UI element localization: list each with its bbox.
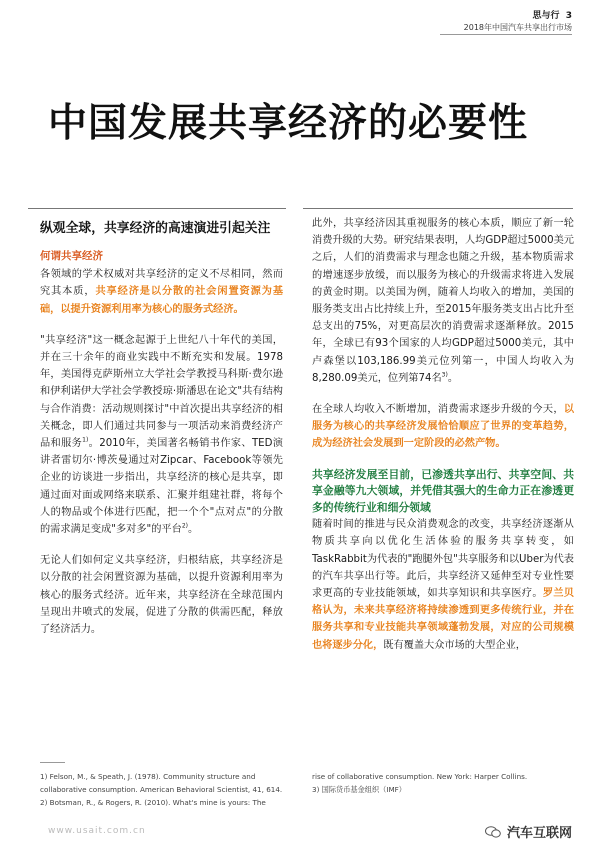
left-column-rule <box>28 208 286 209</box>
paragraph: 无论人们如何定义共享经济，归根结底，共享经济是以分散的社会闲置资源为基础，以提升资源利用率为核心的服务式经济。近年来，共享经济在全球范围内呈现出井喷式的发展，促进了分散的供需匹配，释放了经济活力。 <box>40 555 283 636</box>
highlight-text: 罗兰贝格认为，未来共享经济将持续渗透到更多传统行业，并在服务共享和专业技能共享领域蓬勃发展，对应的公司规模也将逐步分化， <box>312 587 574 651</box>
header-brand: 思与行 3 <box>532 11 572 21</box>
footnotes-left <box>40 770 290 809</box>
left-column <box>40 215 283 652</box>
footnotes-right <box>312 770 574 796</box>
header-subtitle: 2018年中国汽车共享出行市场 <box>463 23 572 32</box>
chat-bubbles-icon <box>485 826 501 838</box>
header-rule <box>440 34 572 35</box>
watermark-brand: 汽车互联网 <box>485 822 572 841</box>
highlight-text: 以服务为核心的共享经济发展恰恰顺应了世界的变革趋势，成为经济社会发展到一定阶段的必然产物。 <box>312 404 574 450</box>
highlight-text: 共享经济是以分散的社会闲置资源为基础，以提升资源利用率为核心的服务式经济。 <box>40 286 284 315</box>
green-heading: 共享经济发展至目前，已渗透共享出行、共享空间、共享金融等九大领域，并凭借其强大的生命力正在渗透更多的传统行业和细分领域 <box>312 467 574 514</box>
footnote-3: 3) 国际货币基金组织（IMF） <box>312 785 406 794</box>
footnote-1: 1) Felson, M., & Speath, J. (1978). Community structure and collaborative consumption. American Behavioral Scientist, 41, 614. <box>40 772 283 794</box>
page-number: 3 <box>565 11 572 21</box>
watermark-url: www.usait.com.cn <box>48 826 146 836</box>
footnote-rule <box>40 762 65 763</box>
footnote-2-continued: rise of collaborative consumption. New York: Harper Collins. <box>312 772 528 781</box>
page-title: 中国发展共享经济的必要性 <box>48 101 529 146</box>
paragraph: 在全球人均收入不断增加，消费需求逐步升级的今天，以服务为核心的共享经济发展恰恰顺应了世界的变革趋势，成为经济社会发展到一定阶段的必然产物。 <box>312 404 574 450</box>
footnote-2: 2) Botsman, R., & Rogers, R. (2010). What's mine is yours: The <box>40 798 266 807</box>
footnote-ref: 1) <box>82 436 89 444</box>
paragraph: 各领域的学术权威对共享经济的定义不尽相同，然而究其本质，共享经济是以分散的社会闲置资源为基础，以提升资源利用率为核心的服务式经济。 <box>40 269 284 315</box>
paragraph: 随着时间的推进与民众消费观念的改变，共享经济逐渐从物质共享向以优化生活体验的服务共享转变，如TaskRabbit为代表的"跑腿外包"共享服务和以Uber为代表的汽车共享出行等。此后，共享经济又延伸至对专业性要求更高的专业技能领域，如共享知识和共享医疗。罗兰贝格认为，未来共享经济将持续渗透到更多传统行业，并在服务共享和专业技能共享领域蓬勃发展，对应的公司规模也将逐步分化，既有覆盖大众市场的大型企业， <box>312 519 574 651</box>
paragraph: 此外，共享经济因其重视服务的核心本质，顺应了新一轮消费升级的大势。研究结果表明，人均GDP超过5000美元之后，人们的消费需求与理念也随之升级，基本物质需求的增速逐步放缓，而以服务为核心的升级需求将进入发展的黄金时期。以美国为例，随着人均收入的增加，美国的服务类支出占比持续上升，至2015年服务类支出占比升至总支出的75%，对更高层次的消费需求逐渐释放。2015年，全球已有93个国家的人均GDP超过5000美元，其中卢森堡以103,186.99美元位列第一，中国人均收入为8,280.09美元，位列第74名$^{3)}$。 <box>312 218 574 384</box>
paragraph: "共享经济"这一概念起源于上世纪八十年代的美国，并在三十余年的商业实践中不断充实和发展。1978年，美国得克萨斯州立大学社会学教授马科斯·费尔逊和伊利诺伊大学社会学教授琼·斯潘思在论文"共有结构与合作消费：活动规则探讨"中首次提出共享经济的相关概念，即人们通过共同参与一项活动来消费经济产品和服务$^{1)}$。2010年，美国著名畅销书作家、TED演讲者雷切尔·博茨曼通过对Zipcar、Facebook等领先企业的访谈进一步指出，共享经济的核心是共享，即通过面对面或网络来联系、汇聚并组建社群，将每个人的物品或个体进行匹配，把一个个"点对点"的分散的需求满足变成"多对多"的平台$^{2)}$。 <box>40 334 283 536</box>
right-column <box>312 215 574 668</box>
subheading: 何谓共享经济 <box>40 250 103 262</box>
right-column-rule <box>303 208 573 209</box>
section-title: 纵观全球，共享经济的高速演进引起关注 <box>40 221 271 236</box>
footnote-ref: 3) <box>441 371 448 379</box>
footnote-ref: 2) <box>181 522 188 530</box>
